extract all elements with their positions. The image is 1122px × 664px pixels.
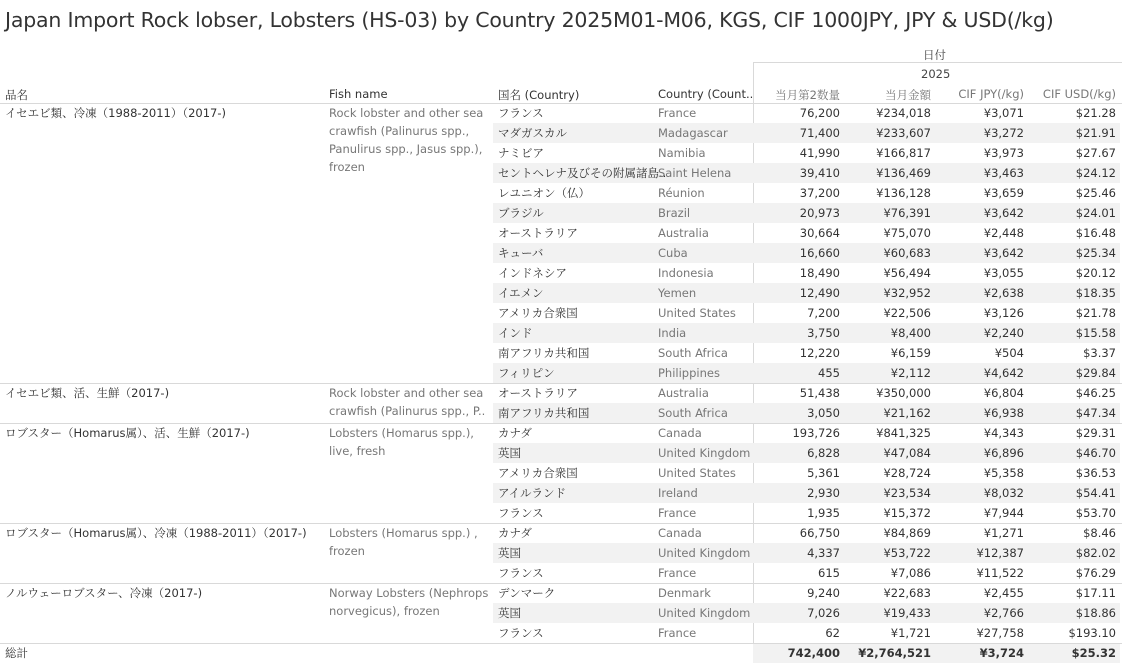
qty-value: 615 <box>818 566 840 580</box>
cif-jpy-value: ¥5,358 <box>983 466 1024 480</box>
cif-usd-value: $76.29 <box>1075 566 1116 580</box>
cif-usd-value: $193.10 <box>1068 626 1116 640</box>
country-en: Cuba <box>658 246 688 260</box>
qty-value: 5,361 <box>807 466 840 480</box>
table-row[interactable] <box>0 223 1122 243</box>
fish-name-line: Lobsters (Homarus spp.) , <box>329 526 478 540</box>
table-row[interactable] <box>0 303 1122 323</box>
cif-jpy-value: ¥2,448 <box>983 226 1024 240</box>
country-en: France <box>658 106 697 120</box>
amount-value: ¥60,683 <box>883 246 931 260</box>
qty-value: 3,050 <box>807 406 840 420</box>
qty-value: 41,990 <box>799 146 840 160</box>
cif-usd-value: $54.41 <box>1075 486 1116 500</box>
year-header: 2025 <box>921 67 951 81</box>
country-ja: ブラジル <box>498 206 544 220</box>
fish-name-line: crawfish (Palinurus spp., P.. <box>329 404 486 418</box>
table-row[interactable] <box>0 283 1122 303</box>
country-ja: 英国 <box>498 546 521 560</box>
country-ja: イエメン <box>498 286 544 300</box>
table-row[interactable] <box>0 103 1122 123</box>
amount-value: ¥1,721 <box>890 626 931 640</box>
table-row[interactable] <box>0 623 1122 643</box>
country-ja: 南アフリカ共和国 <box>498 406 590 420</box>
amount-value: ¥84,869 <box>883 526 931 540</box>
qty-value: 76,200 <box>799 106 840 120</box>
fish-name-line: frozen <box>329 544 365 558</box>
table-row[interactable] <box>0 483 1122 503</box>
country-ja: アイルランド <box>498 486 566 500</box>
table-row[interactable] <box>0 383 1122 403</box>
cif-jpy-value: ¥27,758 <box>976 626 1024 640</box>
cif-jpy-value: ¥4,343 <box>983 426 1024 440</box>
table-row[interactable] <box>0 543 1122 563</box>
table-row[interactable] <box>0 583 1122 603</box>
country-en: France <box>658 566 697 580</box>
cif-usd-value: $82.02 <box>1075 546 1116 560</box>
country-ja: フランス <box>498 566 544 580</box>
date-group-header: 日付 <box>923 48 946 62</box>
total-cif-jpy: ¥3,724 <box>979 646 1024 660</box>
cif-usd-value: $36.53 <box>1075 466 1116 480</box>
country-ja: フィリピン <box>498 366 555 380</box>
table-row[interactable] <box>0 263 1122 283</box>
amount-value: ¥19,433 <box>883 606 931 620</box>
country-ja: デンマーク <box>498 586 556 600</box>
amount-value: ¥136,128 <box>876 186 931 200</box>
country-ja: キューバ <box>498 246 544 260</box>
item-name-ja: ノルウェーロブスター、冷凍（2017-) <box>5 586 203 600</box>
qty-value: 30,664 <box>799 226 840 240</box>
cif-jpy-value: ¥3,642 <box>983 206 1024 220</box>
cif-usd-value: $21.91 <box>1075 126 1116 140</box>
cif-usd-value: $8.46 <box>1083 526 1116 540</box>
amount-value: ¥53,722 <box>883 546 931 560</box>
cif-jpy-value: ¥3,071 <box>983 106 1024 120</box>
column-header-cif-usd[interactable]: CIF USD(/kg) <box>1042 87 1116 101</box>
table-row[interactable] <box>0 323 1122 343</box>
cif-usd-value: $53.70 <box>1075 506 1116 520</box>
cif-usd-value: $3.37 <box>1083 346 1116 360</box>
cif-jpy-value: ¥1,271 <box>983 526 1024 540</box>
country-ja: オーストラリア <box>498 386 578 400</box>
fish-name-line: Lobsters (Homarus spp.), <box>329 426 474 440</box>
table-row[interactable] <box>0 163 1122 183</box>
qty-value: 9,240 <box>807 586 840 600</box>
qty-value: 4,337 <box>807 546 840 560</box>
country-ja: フランス <box>498 106 544 120</box>
cif-usd-value: $21.78 <box>1075 306 1116 320</box>
page-title: Japan Import Rock lobser, Lobsters (HS-03) by Country 2025M01-M06, KGS, CIF 1000JPY, JPY & USD(/kg) <box>5 8 1054 32</box>
country-en: Australia <box>658 386 709 400</box>
table-row[interactable] <box>0 443 1122 463</box>
column-header-fish-name[interactable]: Fish name <box>329 87 388 101</box>
country-ja: カナダ <box>498 526 532 540</box>
table-row[interactable] <box>0 463 1122 483</box>
qty-value: 20,973 <box>799 206 840 220</box>
country-ja: カナダ <box>498 426 532 440</box>
amount-value: ¥7,086 <box>890 566 931 580</box>
country-en: Namibia <box>658 146 706 160</box>
country-en: United Kingdom <box>658 546 751 560</box>
cif-jpy-value: ¥2,455 <box>983 586 1024 600</box>
country-en: Madagascar <box>658 126 728 140</box>
total-qty: 742,400 <box>787 646 840 660</box>
cif-usd-value: $18.86 <box>1075 606 1116 620</box>
cif-usd-value: $25.46 <box>1075 186 1116 200</box>
qty-value: 455 <box>818 366 840 380</box>
amount-value: ¥841,325 <box>876 426 931 440</box>
country-ja: フランス <box>498 506 544 520</box>
total-amount: ¥2,764,521 <box>858 646 931 660</box>
table-row[interactable] <box>0 363 1122 383</box>
cif-usd-value: $21.28 <box>1075 106 1116 120</box>
table-row[interactable] <box>0 123 1122 143</box>
amount-value: ¥15,372 <box>883 506 931 520</box>
cif-jpy-value: ¥2,240 <box>983 326 1024 340</box>
country-ja: オーストラリア <box>498 226 578 240</box>
cif-usd-value: $17.11 <box>1075 586 1116 600</box>
country-ja: レユニオン（仏） <box>498 186 590 200</box>
table-row[interactable] <box>0 143 1122 163</box>
cif-jpy-value: ¥3,463 <box>983 166 1024 180</box>
cif-jpy-value: ¥3,659 <box>983 186 1024 200</box>
qty-value: 1,935 <box>807 506 840 520</box>
qty-value: 62 <box>825 626 840 640</box>
country-en: United Kingdom <box>658 606 751 620</box>
amount-value: ¥8,400 <box>890 326 931 340</box>
cif-jpy-value: ¥3,272 <box>983 126 1024 140</box>
qty-value: 3,750 <box>807 326 840 340</box>
column-header-country-ja[interactable]: 国名 (Country) <box>498 88 580 102</box>
cif-jpy-value: ¥504 <box>994 346 1024 360</box>
amount-value: ¥28,724 <box>883 466 931 480</box>
cif-jpy-value: ¥3,973 <box>983 146 1024 160</box>
cif-jpy-value: ¥6,938 <box>983 406 1024 420</box>
qty-value: 18,490 <box>799 266 840 280</box>
grand-total-row <box>0 643 1122 663</box>
country-en: Brazil <box>658 206 691 220</box>
country-ja: アメリカ合衆国 <box>498 466 578 480</box>
country-ja: マダガスカル <box>498 126 567 140</box>
amount-value: ¥23,534 <box>883 486 931 500</box>
cif-usd-value: $29.84 <box>1075 366 1116 380</box>
cif-usd-value: $27.67 <box>1075 146 1116 160</box>
country-en: United States <box>658 306 736 320</box>
amount-value: ¥166,817 <box>876 146 931 160</box>
table-row[interactable] <box>0 243 1122 263</box>
country-ja: ナミビア <box>498 146 544 160</box>
country-ja: アメリカ合衆国 <box>498 306 578 320</box>
amount-value: ¥2,112 <box>890 366 931 380</box>
table-row[interactable] <box>0 343 1122 363</box>
cif-usd-value: $18.35 <box>1075 286 1116 300</box>
table-row[interactable] <box>0 203 1122 223</box>
country-ja: 英国 <box>498 446 521 460</box>
table-row[interactable] <box>0 603 1122 623</box>
total-cif-usd: $25.32 <box>1071 646 1116 660</box>
column-header-amount[interactable]: 当月金額 <box>885 88 931 102</box>
cif-jpy-value: ¥4,642 <box>983 366 1024 380</box>
amount-value: ¥234,018 <box>876 106 931 120</box>
table-row[interactable] <box>0 183 1122 203</box>
column-header-country-en[interactable]: Country (Count.. <box>658 87 754 101</box>
column-header-cif-jpy[interactable]: CIF JPY(/kg) <box>958 87 1024 101</box>
amount-value: ¥350,000 <box>876 386 931 400</box>
amount-value: ¥233,607 <box>876 126 931 140</box>
country-en: South Africa <box>658 406 728 420</box>
amount-value: ¥32,952 <box>883 286 931 300</box>
fish-name-line: Panulirus spp., Jasus spp.), <box>329 142 483 156</box>
country-ja: インド <box>498 326 533 340</box>
total-label: 総計 <box>5 646 28 660</box>
qty-value: 66,750 <box>799 526 840 540</box>
item-name-ja: イセエビ類、冷凍（1988-2011）（2017-) <box>5 106 226 120</box>
country-ja: セントヘレナ及びその附属諸島.. <box>498 166 667 180</box>
country-en: United Kingdom <box>658 446 751 460</box>
fish-name-line: crawfish (Palinurus spp., <box>329 124 470 138</box>
country-en: Yemen <box>658 286 697 300</box>
cif-jpy-value: ¥12,387 <box>976 546 1024 560</box>
cif-usd-value: $46.25 <box>1075 386 1116 400</box>
amount-value: ¥76,391 <box>883 206 931 220</box>
item-name-ja: イセエビ類、活、生鮮（2017-) <box>5 386 170 400</box>
column-header-qty[interactable]: 当月第2数量 <box>775 88 840 102</box>
country-ja: インドネシア <box>498 266 567 280</box>
cif-usd-value: $20.12 <box>1075 266 1116 280</box>
country-en: United States <box>658 466 736 480</box>
qty-value: 6,828 <box>807 446 840 460</box>
cif-usd-value: $15.58 <box>1075 326 1116 340</box>
qty-value: 2,930 <box>807 486 840 500</box>
amount-value: ¥22,683 <box>883 586 931 600</box>
fish-name-line: norvegicus), frozen <box>329 604 440 618</box>
cif-usd-value: $46.70 <box>1075 446 1116 460</box>
cif-jpy-value: ¥7,944 <box>983 506 1024 520</box>
column-header-item[interactable]: 品名 <box>5 88 28 102</box>
cif-jpy-value: ¥11,522 <box>976 566 1024 580</box>
amount-value: ¥75,070 <box>883 226 931 240</box>
cif-jpy-value: ¥6,896 <box>983 446 1024 460</box>
country-en: India <box>658 326 687 340</box>
qty-value: 39,410 <box>799 166 840 180</box>
country-en: Philippines <box>658 366 720 380</box>
country-en: Réunion <box>658 186 705 200</box>
cif-jpy-value: ¥6,804 <box>983 386 1024 400</box>
table-row[interactable] <box>0 403 1122 423</box>
country-en: Denmark <box>658 586 711 600</box>
fish-name-line: live, fresh <box>329 444 386 458</box>
country-en: Australia <box>658 226 709 240</box>
cif-jpy-value: ¥2,766 <box>983 606 1024 620</box>
country-en: Canada <box>658 426 702 440</box>
country-en: France <box>658 506 697 520</box>
table-row[interactable] <box>0 503 1122 523</box>
table-row[interactable] <box>0 563 1122 583</box>
amount-value: ¥47,084 <box>883 446 931 460</box>
qty-value: 71,400 <box>799 126 840 140</box>
country-ja: 英国 <box>498 606 521 620</box>
country-en: France <box>658 626 697 640</box>
amount-value: ¥6,159 <box>890 346 931 360</box>
fish-name-line: Rock lobster and other sea <box>329 106 484 120</box>
cif-usd-value: $24.12 <box>1075 166 1116 180</box>
qty-value: 7,200 <box>807 306 840 320</box>
fish-name-line: Rock lobster and other sea <box>329 386 484 400</box>
cif-jpy-value: ¥3,126 <box>983 306 1024 320</box>
country-en: South Africa <box>658 346 728 360</box>
country-ja: 南アフリカ共和国 <box>498 346 590 360</box>
total-divider <box>0 643 1122 644</box>
cif-usd-value: $29.31 <box>1075 426 1116 440</box>
cif-jpy-value: ¥2,638 <box>983 286 1024 300</box>
fish-name-line: Norway Lobsters (Nephrops <box>329 586 489 600</box>
cif-jpy-value: ¥3,055 <box>983 266 1024 280</box>
country-en: Ireland <box>658 486 698 500</box>
item-name-ja: ロブスター（Homarus属）、冷凍（1988-2011）（2017-) <box>5 526 307 540</box>
cif-usd-value: $24.01 <box>1075 206 1116 220</box>
amount-value: ¥21,162 <box>883 406 931 420</box>
country-en: Saint Helena <box>658 166 732 180</box>
qty-value: 7,026 <box>807 606 840 620</box>
item-name-ja: ロブスター（Homarus属）、活、生鮮（2017-) <box>5 426 250 440</box>
country-en: Indonesia <box>658 266 714 280</box>
qty-value: 12,490 <box>799 286 840 300</box>
qty-value: 51,438 <box>799 386 840 400</box>
cif-jpy-value: ¥8,032 <box>983 486 1024 500</box>
fish-name-line: frozen <box>329 160 365 174</box>
amount-value: ¥56,494 <box>883 266 931 280</box>
amount-value: ¥136,469 <box>876 166 931 180</box>
cif-jpy-value: ¥3,642 <box>983 246 1024 260</box>
qty-value: 37,200 <box>799 186 840 200</box>
cif-usd-value: $47.34 <box>1075 406 1116 420</box>
qty-value: 16,660 <box>799 246 840 260</box>
header-divider <box>753 62 1122 63</box>
table-row[interactable] <box>0 523 1122 543</box>
qty-value: 193,726 <box>792 426 840 440</box>
cif-usd-value: $25.34 <box>1075 246 1116 260</box>
table-row[interactable] <box>0 423 1122 443</box>
country-ja: フランス <box>498 626 544 640</box>
amount-value: ¥22,506 <box>883 306 931 320</box>
country-en: Canada <box>658 526 702 540</box>
cif-usd-value: $16.48 <box>1075 226 1116 240</box>
qty-value: 12,220 <box>799 346 840 360</box>
